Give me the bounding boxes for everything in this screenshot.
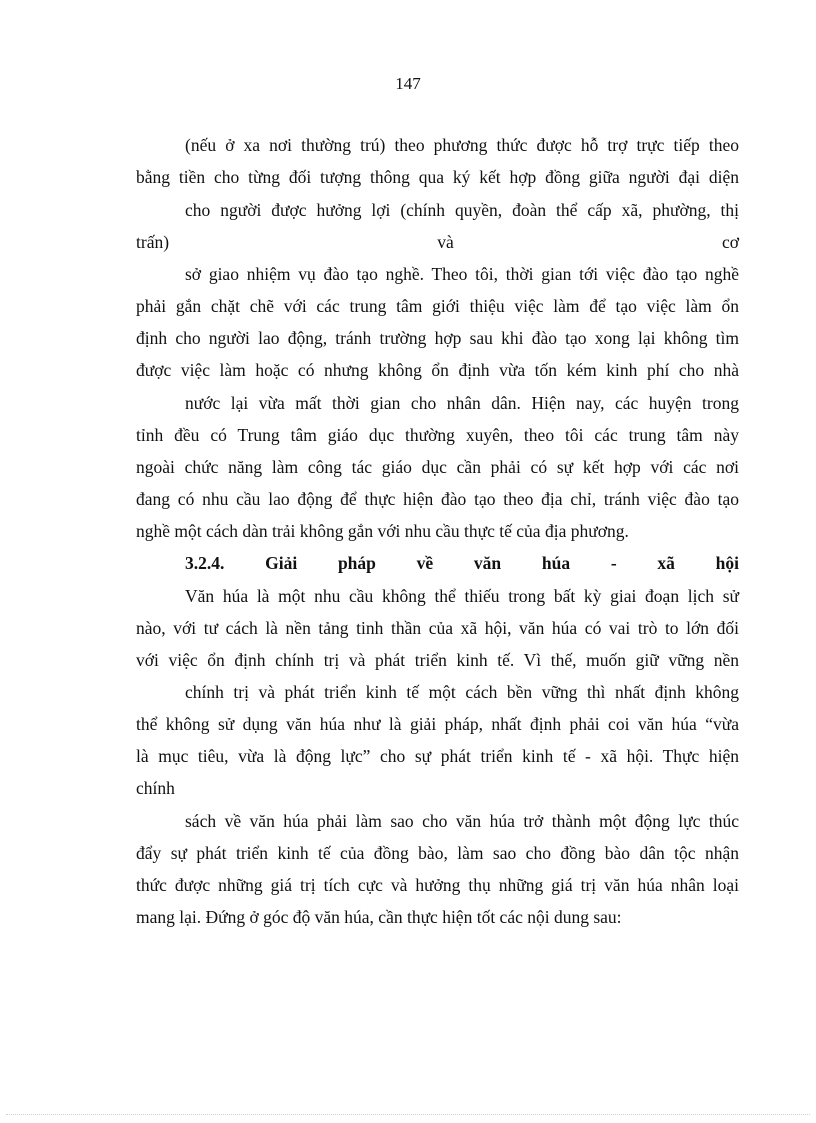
text-line: trấn) và cơ	[136, 232, 739, 252]
text-line: phải gắn chặt chẽ với các trung tâm giới thiệu việc làm để tạo việc làm ổn	[136, 296, 739, 316]
text-line: thức được những giá trị tích cực và hưởng thụ những giá trị văn húa nhân loại	[136, 875, 739, 895]
text-line: với việc ổn định chính trị và phát triển kinh tế. Vì thế, muốn giữ vững nền	[136, 650, 739, 670]
text-line: là mục tiêu, vừa là động lực” cho sự phát triển kinh tế - xã hội. Thực hiện	[136, 746, 739, 766]
text-line: sở giao nhiệm vụ đào tạo nghề. Theo tôi, thời gian tới việc đào tạo nghề	[185, 264, 739, 284]
section-heading: 3.2.4. Giải pháp về văn húa - xã hội	[185, 553, 739, 573]
text-line: thể không sử dụng văn húa như là giải pháp, nhất định phải coi văn húa “vừa	[136, 714, 739, 734]
text-line: nghề một cách dàn trải không gắn với nhu cầu thực tế của địa phương.	[136, 521, 629, 541]
text-line: đang có nhu cầu lao động để thực hiện đào tạo theo địa chỉ, tránh việc đào tạo	[136, 489, 739, 509]
text-line: Văn húa là một nhu cầu không thể thiếu trong bất kỳ giai đoạn lịch sử	[185, 586, 739, 606]
text-line: (nếu ở xa nơi thường trú) theo phương thức được hỗ trợ trực tiếp theo	[185, 135, 739, 155]
text-line: đẩy sự phát triển kinh tế của đồng bào, làm sao cho đồng bào dân tộc nhận	[136, 843, 739, 863]
text-line: cho người được hưởng lợi (chính quyền, đoàn thể cấp xã, phường, thị	[185, 200, 739, 220]
text-line: chính	[136, 778, 175, 798]
text-line: nào, với tư cách là nền tảng tinh thần của xã hội, văn húa có vai trò to lớn đối	[136, 618, 739, 638]
text-line: định cho người lao động, tránh trường hợp sau khi đào tạo xong lại không tìm	[136, 328, 739, 348]
text-line: mang lại. Đứng ở góc độ văn húa, cần thực hiện tốt các nội dung sau:	[136, 907, 622, 927]
page-bottom-border	[6, 1114, 810, 1115]
text-line: ngoài chức năng làm công tác giáo dục cần phải có sự kết hợp với các nơi	[136, 457, 739, 477]
text-line: tỉnh đều có Trung tâm giáo dục thường xuyên, theo tôi các trung tâm này	[136, 425, 739, 445]
text-line: được việc làm hoặc có nhưng không ổn định vừa tốn kém kinh phí cho nhà	[136, 360, 739, 380]
text-line: bằng tiền cho từng đối tượng thông qua ký kết hợp đồng giữa người đại diện	[136, 167, 739, 187]
text-line: sách về văn húa phải làm sao cho văn húa trở thành một động lực thúc	[185, 811, 739, 831]
text-line: chính trị và phát triển kinh tế một cách bền vững thì nhất định không	[185, 682, 739, 702]
text-line: nước lại vừa mất thời gian cho nhân dân. Hiện nay, các huyện trong	[185, 393, 739, 413]
page-number: 147	[395, 74, 421, 93]
